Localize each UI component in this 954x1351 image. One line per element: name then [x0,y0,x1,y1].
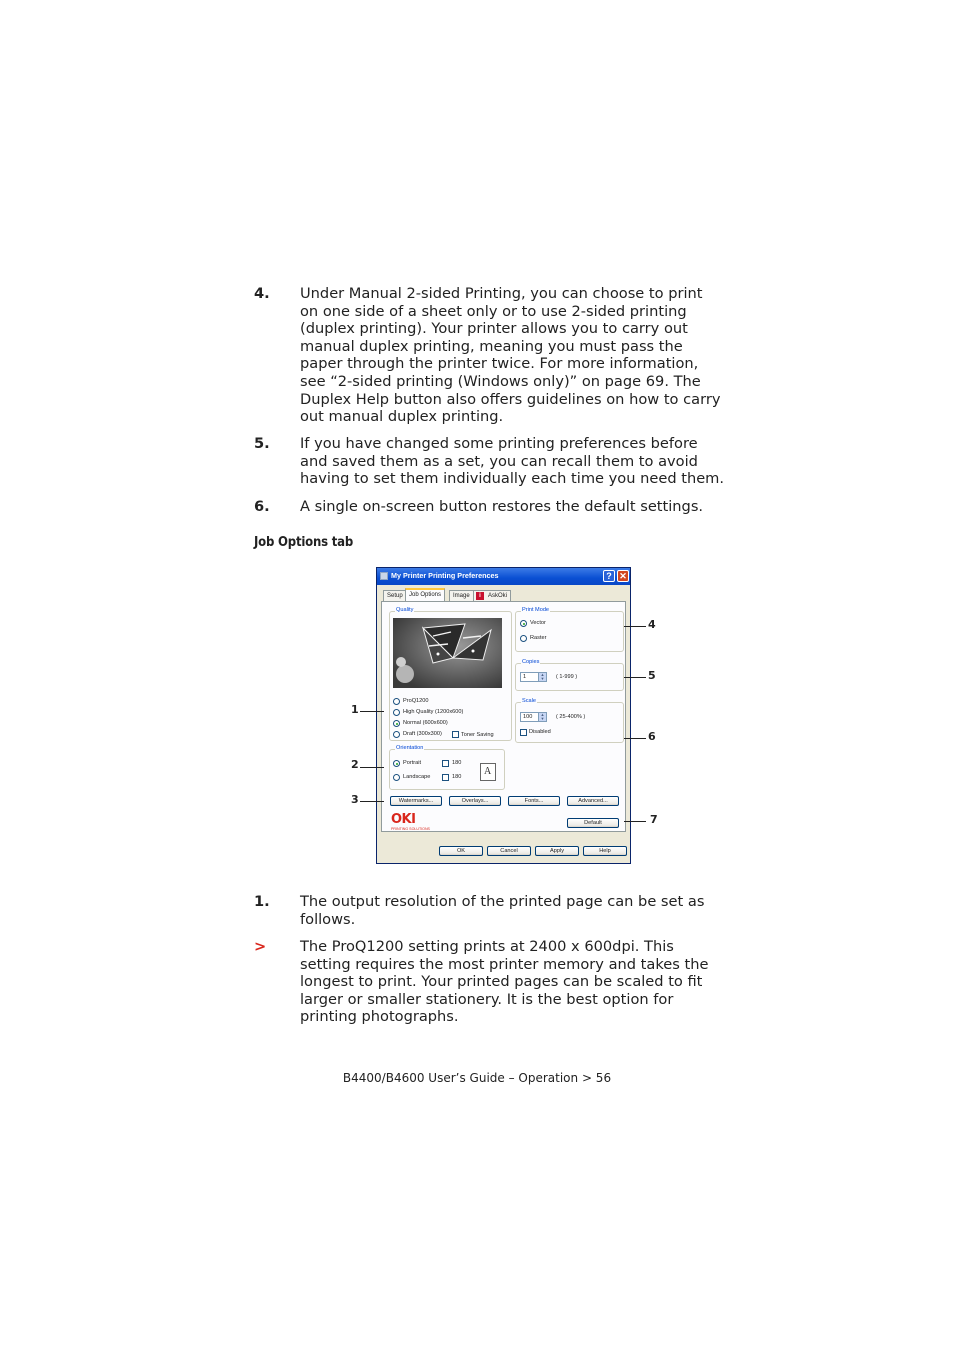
info-icon: i [476,592,484,600]
print-mode-radio-raster[interactable] [520,635,527,642]
printing-preferences-dialog [376,567,631,864]
scale-group [515,698,624,743]
callout-6: 6 [648,730,656,743]
scale-disabled-checkbox[interactable] [520,729,527,736]
scale-value: 100 [523,714,533,720]
default-button[interactable]: Default [567,818,619,828]
copies-group [515,659,624,691]
title-bar [377,568,630,585]
spinner-arrows-icon[interactable]: ▲ ▼ [538,713,546,721]
quality-radio-proq1200[interactable] [393,698,400,705]
orientation-option-label: Landscape [403,774,431,780]
toner-saving-label: Toner Saving [461,732,494,738]
scale-range: ( 25-400% ) [556,714,586,720]
quality-radio-high[interactable] [393,709,400,716]
fonts-button[interactable]: Fonts... [508,796,560,806]
dialog-title: My Printer Printing Preferences [391,571,499,580]
orientation-radio-portrait[interactable] [393,760,400,767]
print-mode-option-label: Raster [530,635,547,641]
tab-setup[interactable]: Setup [383,590,407,601]
overlays-button[interactable]: Overlays... [449,796,501,806]
toner-saving-checkbox[interactable] [452,731,459,738]
scale-label: Scale [522,698,536,704]
tab-job-options[interactable]: Job Options [405,588,445,602]
apply-button[interactable]: Apply [535,846,579,856]
orientation-radio-landscape[interactable] [393,774,400,781]
orientation-group [389,745,505,790]
page-preview-letter: A [484,766,492,777]
callout-line [624,738,646,739]
callout-1: 1 [351,703,359,716]
arrow-bullet: > [254,938,267,955]
quality-radio-normal[interactable] [393,720,400,727]
advanced-button[interactable]: Advanced... [567,796,619,806]
list-item-bullet [254,938,724,1028]
quality-option-label: Normal (600x600) [403,720,448,726]
callout-line [360,801,384,802]
butterfly-preview-image [393,618,502,688]
quality-option-label: High Quality (1200x600) [403,709,464,715]
spinner-arrows-icon[interactable]: ▲ ▼ [538,673,546,681]
scale-stepper[interactable] [520,712,547,722]
list-item-1 [254,893,724,929]
callout-3: 3 [351,793,359,806]
callout-line [360,767,384,768]
close-button[interactable]: ✕ [617,570,629,582]
oki-logo: OKI [391,812,416,827]
rotate-180-landscape-checkbox[interactable] [442,774,449,781]
tab-askoki[interactable] [473,590,511,601]
list-item-5 [254,435,724,489]
page-footer: B4400/B4600 User’s Guide – Operation > 56 [342,1071,612,1085]
printer-icon [380,572,388,580]
list-number: 5. [254,435,270,452]
callout-4: 4 [648,618,656,631]
quality-option-label: ProQ1200 [403,698,429,704]
copies-range: ( 1-999 ) [556,674,578,680]
orientation-option-label: Portrait [403,760,422,766]
callout-line [624,626,646,627]
oki-logo-subtitle: PRINTING SOLUTIONS [391,827,430,831]
cancel-button[interactable]: Cancel [487,846,531,856]
copies-value: 1 [523,674,527,680]
quality-radio-draft[interactable] [393,731,400,738]
print-mode-radio-vector[interactable] [520,620,527,627]
list-item-4 [254,285,724,427]
rotate-180-label: 180 [452,760,462,766]
scale-disabled-label: Disabled [529,729,551,735]
copies-stepper[interactable] [520,672,547,682]
page-preview-icon [480,763,496,781]
list-number: 1. [254,893,270,910]
ok-button[interactable]: OK [439,846,483,856]
list-text: The output resolution of the printed page can be set as follows. [300,893,705,928]
tab-askoki-label: AskOki [488,593,508,599]
quality-group [389,607,512,741]
callout-2: 2 [351,758,359,771]
callout-5: 5 [648,669,656,682]
list-number: 6. [254,498,270,515]
print-mode-group [515,607,624,652]
callout-7: 7 [650,813,658,826]
callout-line [624,821,646,822]
print-mode-label: Print Mode [522,607,550,613]
watermarks-button[interactable]: Watermarks... [390,796,442,806]
rotate-180-label: 180 [452,774,462,780]
list-text: Under Manual 2-sided Printing, you can choose to print on one side of a sheet only or to use 2-sided printing (duplex printing). Your printer allows you to carry out manual duplex printing, meaning you must pass the paper through the printer twice. For more information, see “2-sided printing (Windows only)” on page 69. The Duplex Help button also offers guidelines on how to carry out manual duplex printing. [300,285,721,426]
callout-line [360,711,384,712]
print-mode-option-label: Vector [530,620,546,626]
list-text: If you have changed some printing preferences before and saved them as a set, you can recall them to avoid having to set them individually each time you need them. [300,435,725,488]
list-text: The ProQ1200 setting prints at 2400 x 600dpi. This setting requires the most printer memory and takes the longest to print. Your printed pages can be scaled to fit larger or smaller stationery. It is the best option for printing photographs. [300,938,709,1026]
help-title-button[interactable]: ? [603,570,615,582]
orientation-label: Orientation [396,745,424,751]
section-heading: Job Options tab [254,535,353,550]
help-button[interactable]: Help [583,846,627,856]
quality-label: Quality [396,607,414,613]
list-item-6 [254,498,724,516]
rotate-180-checkbox[interactable] [442,760,449,767]
tab-image[interactable]: Image [449,590,474,601]
job-options-panel [381,601,626,832]
copies-label: Copies [522,659,540,665]
callout-line [624,677,646,678]
quality-option-label: Draft (300x300) [403,731,442,737]
list-text: A single on-screen button restores the default settings. [300,498,704,515]
list-number: 4. [254,285,270,302]
